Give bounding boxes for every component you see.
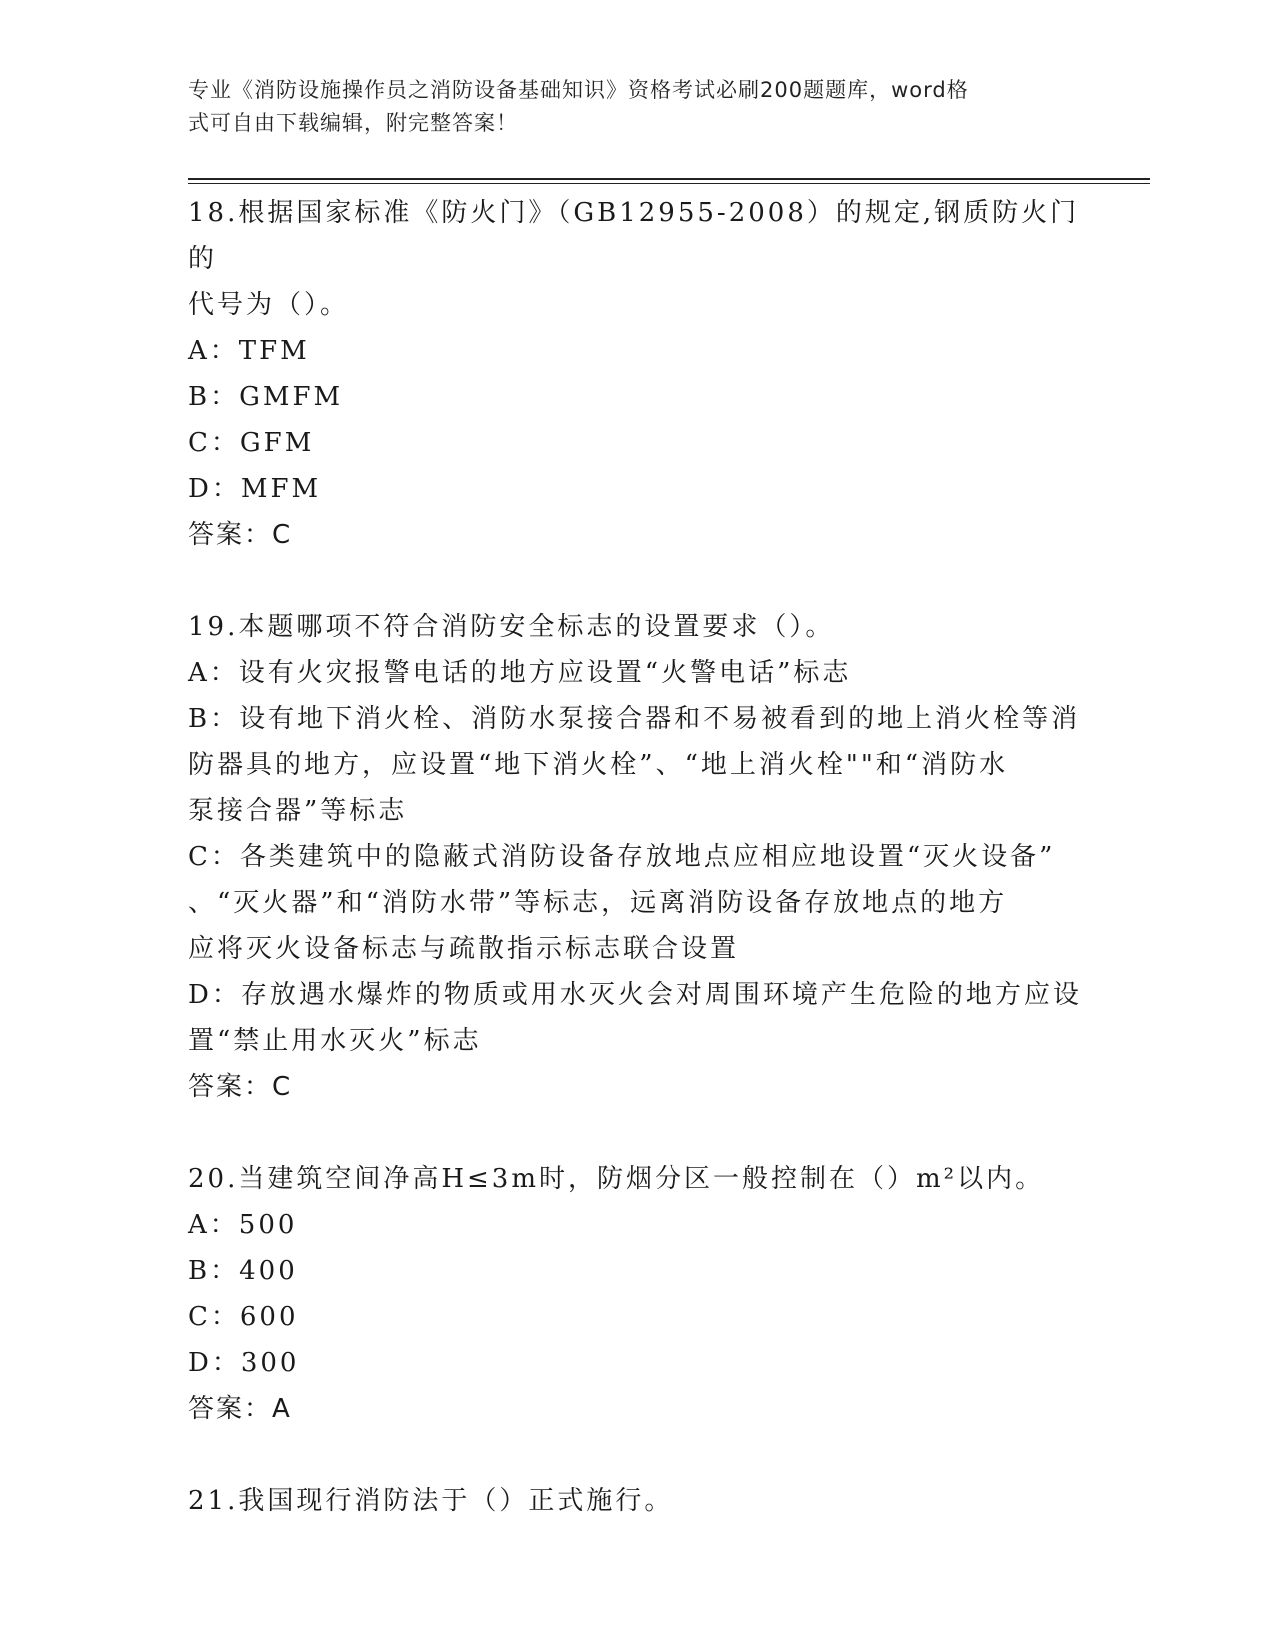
question-21 (188, 1478, 1088, 1524)
option-c: C：GFM (188, 428, 315, 458)
question-stem-line: 21.我国现行消防法于（）正式施行。 (188, 1486, 674, 1516)
header-divider-thin (188, 183, 1150, 184)
option-c: C：各类建筑中的隐蔽式消防设备存放地点应相应地设置“灭火设备” (188, 842, 1056, 872)
option-d: D：MFM (188, 474, 322, 504)
question-19 (188, 604, 1088, 1110)
question-stem-line: 代号为（）。 (188, 290, 350, 320)
option-c-cont: 应将灭火设备标志与疏散指示标志联合设置 (188, 934, 740, 964)
option-a: A：500 (188, 1210, 298, 1240)
question-stem-line: 19.本题哪项不符合消防安全标志的设置要求（）。 (188, 612, 835, 642)
option-d: D：存放遇水爆炸的物质或用水灭火会对周围环境产生危险的地方应设 (188, 980, 1082, 1010)
option-d-cont: 置“禁止用水灭火”标志 (188, 1026, 482, 1056)
header-line: 专业《消防设施操作员之消防设备基础知识》资格考试必刷200题题库，word格 (188, 78, 969, 102)
question-list (188, 190, 1088, 1524)
option-a: A：设有火灾报警电话的地方应设置“火警电话”标志 (188, 658, 852, 688)
option-c: C：600 (188, 1302, 299, 1332)
option-b: B：设有地下消火栓、消防水泵接合器和不易被看到的地上消火栓等消 (188, 704, 1081, 734)
option-b-cont: 防器具的地方，应设置“地下消火栓”、“地上消火栓""和“消防水 (188, 750, 1009, 780)
spacer (188, 1110, 1088, 1156)
answer: 答案：A (188, 1394, 292, 1424)
option-b: B：GMFM (188, 382, 344, 412)
spacer (188, 558, 1088, 604)
question-stem-line: 20.当建筑空间净高H≤3m时，防烟分区一般控制在（）m²以内。 (188, 1164, 1045, 1194)
document-header (188, 74, 1068, 140)
question-stem-line: 18.根据国家标准《防火门》（GB12955-2008）的规定,钢质防火门的 (188, 198, 1080, 274)
header-line: 式可自由下载编辑，附完整答案！ (188, 111, 518, 135)
answer: 答案：C (188, 520, 293, 550)
question-18 (188, 190, 1088, 558)
option-b-cont: 泵接合器”等标志 (188, 796, 408, 826)
option-d: D：300 (188, 1348, 300, 1378)
option-c-cont: 、“灭火器”和“消防水带”等标志，远离消防设备存放地点的地方 (188, 888, 1008, 918)
header-divider (188, 178, 1150, 180)
spacer (188, 1432, 1088, 1478)
option-a: A：TFM (188, 336, 310, 366)
option-b: B：400 (188, 1256, 298, 1286)
question-20 (188, 1156, 1088, 1432)
answer: 答案：C (188, 1072, 293, 1102)
